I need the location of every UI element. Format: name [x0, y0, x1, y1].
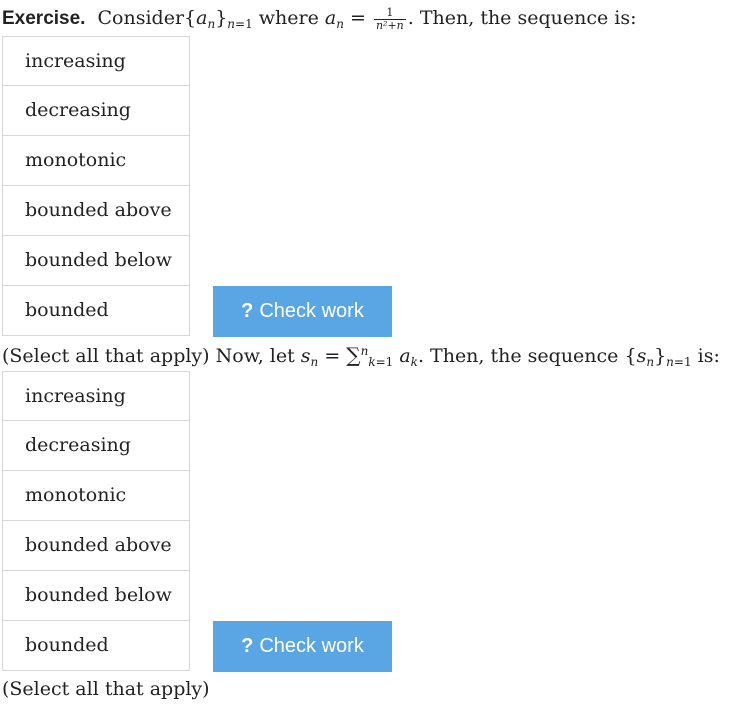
check-work-button-1[interactable]: [213, 286, 392, 337]
option-bounded[interactable]: bounded: [2, 621, 190, 671]
question-mark-icon: ?: [241, 635, 254, 657]
option-bounded-above[interactable]: bounded above: [2, 521, 190, 571]
now-text: Now, let: [209, 345, 301, 367]
option-decreasing[interactable]: decreasing: [2, 86, 190, 136]
math-fraction: $\frac{1}{\text{n²+n}}$: [375, 5, 404, 32]
where-text: where: [252, 7, 325, 29]
select-all-hint-1: (Select all that apply): [2, 345, 210, 367]
check-work-label: Check work: [259, 300, 364, 322]
math-a-k: $a_k$: [399, 345, 418, 369]
second-question-statement: (Select all that apply) Now, let $s_n = \sum^n_{k=1}$ $a_k$. Then, the sequence $\{s_n\}_{n=1}$ is:: [2, 343, 720, 369]
math-sequence-a: $\{a_n\}_{n=1}$: [184, 7, 253, 31]
math-s-n: $s_n$: [300, 345, 319, 369]
option-monotonic[interactable]: monotonic: [2, 136, 190, 186]
then-text-2: . Then, the sequence: [417, 345, 625, 367]
check-work-label: Check work: [259, 635, 364, 657]
options-list-2: [2, 371, 190, 671]
option-monotonic[interactable]: monotonic: [2, 471, 190, 521]
option-increasing[interactable]: increasing: [2, 371, 190, 421]
option-decreasing[interactable]: decreasing: [2, 421, 190, 471]
check-work-button-2[interactable]: [213, 621, 392, 672]
is-text: is:: [691, 345, 720, 367]
options-list-1: [2, 36, 190, 336]
option-bounded-above[interactable]: bounded above: [2, 186, 190, 236]
option-increasing[interactable]: increasing: [2, 36, 190, 86]
exercise-statement: Exercise. $Consider\{a_n\}_{n=1}$ where $a_n$ = $\frac{1}{\text{n²+n}}$ . Then, the sequence is:: [2, 5, 637, 32]
math-sequence-s: $\{s_n\}_{n=1}$: [624, 345, 692, 369]
select-all-hint-2: (Select all that apply): [2, 678, 210, 700]
math-sum: ∑$^n_{k=1}$: [346, 343, 394, 369]
option-bounded[interactable]: bounded: [2, 286, 190, 336]
option-bounded-below[interactable]: bounded below: [2, 571, 190, 621]
exercise-label: Exercise.: [2, 8, 86, 29]
option-bounded-below[interactable]: bounded below: [2, 236, 190, 286]
math-a-n: $a_n$: [324, 7, 344, 31]
intro-text: Consider: [97, 7, 185, 29]
question-mark-icon: ?: [241, 300, 254, 322]
then-text: . Then, the sequence is:: [407, 7, 637, 29]
